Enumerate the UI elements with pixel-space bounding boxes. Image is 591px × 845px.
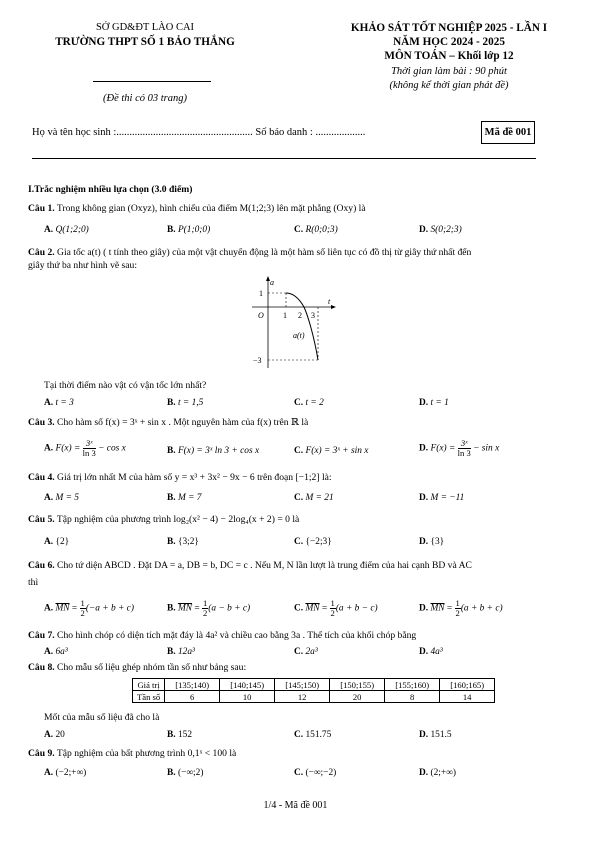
q8-option-a[interactable]: A. 20 bbox=[44, 730, 65, 740]
question-label: Câu 9. bbox=[28, 748, 55, 759]
question-text: Tập nghiệm của phương trình log₂(x² − 4) − 2log₄(x + 2) = 0 là bbox=[54, 514, 300, 525]
question-6 bbox=[28, 560, 472, 571]
header-divider bbox=[93, 81, 211, 82]
q7-option-a[interactable]: A. 6a³ bbox=[44, 647, 68, 657]
table-cell: 6 bbox=[165, 691, 220, 703]
q7-option-b[interactable]: B. 12a³ bbox=[167, 647, 195, 657]
question-text: Cho hình chóp có diện tích mặt đáy là 4a² và chiều cao bằng 3a . Thể tích của khối chóp bằng bbox=[54, 630, 417, 641]
question-text: Cho hàm số f(x) = 3ˣ + sin x . Một nguyên hàm của f(x) trên ℝ là bbox=[54, 417, 309, 428]
question-label: Câu 3. bbox=[28, 417, 55, 428]
school-name: TRƯỜNG THPT SỐ 1 BẢO THẮNG bbox=[55, 36, 235, 48]
q7-option-d[interactable]: D. 4a³ bbox=[419, 647, 443, 657]
q1-option-d[interactable]: D. S(0;2;3) bbox=[419, 225, 462, 235]
table-cell: 8 bbox=[385, 691, 440, 703]
q9-option-b[interactable]: B. (−∞;2) bbox=[167, 768, 204, 778]
question-1 bbox=[28, 203, 366, 214]
q4-option-a[interactable]: A. M = 5 bbox=[44, 493, 79, 503]
question-3 bbox=[28, 417, 308, 428]
table-cell: 12 bbox=[275, 691, 330, 703]
question-label: Câu 7. bbox=[28, 630, 55, 641]
subject-title: MÔN TOÁN – Khối lớp 12 bbox=[384, 50, 514, 62]
exam-code-box: Mã đề 001 bbox=[481, 121, 535, 144]
question-label: Câu 2. bbox=[28, 247, 55, 258]
table-cell: [135;140) bbox=[165, 679, 220, 691]
table-row bbox=[133, 691, 495, 703]
question-8-ask: Mốt của mẫu số liệu đã cho là bbox=[44, 712, 160, 723]
department-name: SỞ GD&ĐT LÀO CAI bbox=[95, 22, 195, 33]
question-label: Câu 6. bbox=[28, 560, 55, 571]
table-cell: [145;150) bbox=[275, 679, 330, 691]
q1-option-b[interactable]: B. P(1;0;0) bbox=[167, 225, 211, 235]
origin-label: O bbox=[258, 311, 264, 320]
tick-y-neg3: −3 bbox=[253, 356, 262, 365]
question-2 bbox=[28, 247, 471, 258]
table-row bbox=[133, 679, 495, 691]
q4-option-b[interactable]: B. M = 7 bbox=[167, 493, 202, 503]
q4-option-c[interactable]: C. M = 21 bbox=[294, 493, 334, 503]
acceleration-graph bbox=[248, 276, 338, 372]
question-text: Tập nghiệm của bất phương trình 0,1ˣ < 100 là bbox=[54, 748, 237, 759]
question-6-cont: thì bbox=[28, 577, 39, 588]
q6-option-d[interactable]: D. $\overline{MN}$ = $\frac{1}{2}$ (a + b + c) bbox=[419, 598, 503, 618]
table-cell: 14 bbox=[440, 691, 495, 703]
q3-option-a[interactable]: A. F(x) = $\frac{\text{3ˣ}}{\ln 3}$ − cos x bbox=[44, 438, 126, 458]
q6-option-c[interactable]: C. $\overline{MN}$ = $\frac{1}{2}$ (a + b − c) bbox=[294, 598, 378, 618]
q9-option-a[interactable]: A. (−2;+∞) bbox=[44, 768, 87, 778]
q9-option-c[interactable]: C. (−∞;−2) bbox=[294, 768, 337, 778]
question-label: Câu 1. bbox=[28, 203, 55, 214]
question-text: Trong không gian (Oxyz), hình chiếu của điểm M(1;2;3) lên mặt phẳng (Oxy) là bbox=[54, 203, 366, 214]
question-label: Câu 8. bbox=[28, 662, 55, 673]
question-text: Gia tốc a(t) ( t tính theo giây) của một vật chuyển động là một hàm số liên tục có đồ thị từ giây thứ nhất đến bbox=[54, 247, 472, 258]
table-head-cell: Giá trị bbox=[133, 679, 165, 691]
tick-t-2: 2 bbox=[298, 311, 302, 320]
q8-option-b[interactable]: B. 152 bbox=[167, 730, 193, 740]
q2-option-b[interactable]: B. t = 1,5 bbox=[167, 398, 204, 408]
school-year: NĂM HỌC 2024 - 2025 bbox=[393, 36, 505, 48]
q5-option-d[interactable]: D. {3} bbox=[419, 537, 445, 547]
q2-option-a[interactable]: A. t = 3 bbox=[44, 398, 74, 408]
tick-t-1: 1 bbox=[283, 311, 287, 320]
frequency-table bbox=[132, 678, 495, 703]
table-cell: 10 bbox=[220, 691, 275, 703]
question-4 bbox=[28, 472, 332, 483]
exam-title: KHẢO SÁT TỐT NGHIỆP 2025 - LẦN I bbox=[350, 22, 548, 34]
q3-option-b[interactable]: B. F(x) = 3ˣ ln 3 + cos x bbox=[167, 446, 260, 456]
pages-note: (Đề thi có 03 trang) bbox=[103, 93, 187, 104]
question-5 bbox=[28, 514, 299, 525]
table-cell: 20 bbox=[330, 691, 385, 703]
q2-option-c[interactable]: C. t = 2 bbox=[294, 398, 324, 408]
section-title: I.Trắc nghiệm nhiều lựa chọn (3.0 điểm) bbox=[28, 184, 193, 195]
question-text: Cho mẫu số liệu ghép nhóm tần số như bảng sau: bbox=[54, 662, 247, 673]
question-7 bbox=[28, 630, 416, 641]
question-9 bbox=[28, 748, 236, 759]
q6-option-a[interactable]: A. $\overline{MN}$ = $\frac{1}{2}$ (−a + b + c) bbox=[44, 598, 134, 618]
tick-y-1: 1 bbox=[259, 289, 263, 298]
table-head-cell: Tần số bbox=[133, 691, 165, 703]
table-cell: [150;155) bbox=[330, 679, 385, 691]
page-footer: 1/4 - Mã đề 001 bbox=[263, 800, 328, 811]
curve-label: a(t) bbox=[293, 331, 305, 340]
student-info-line: Họ và tên học sinh :.................................................... Số báo danh : ................... bbox=[32, 127, 366, 138]
table-cell: [155;160) bbox=[385, 679, 440, 691]
q4-option-d[interactable]: D. M = −11 bbox=[419, 493, 465, 503]
q2-option-d[interactable]: D. t = 1 bbox=[419, 398, 449, 408]
time-note: (không kể thời gian phát đề) bbox=[389, 80, 509, 91]
question-label: Câu 4. bbox=[28, 472, 55, 483]
question-8 bbox=[28, 662, 246, 673]
question-2-cont: giây thứ ba như hình vẽ sau: bbox=[28, 260, 137, 271]
q8-option-c[interactable]: C. 151.75 bbox=[294, 730, 332, 740]
student-info-divider bbox=[32, 158, 536, 159]
table-cell: [160;165) bbox=[440, 679, 495, 691]
q3-option-c[interactable]: C. F(x) = 3ˣ + sin x bbox=[294, 446, 369, 456]
q8-option-d[interactable]: D. 151.5 bbox=[419, 730, 452, 740]
tick-t-3: 3 bbox=[311, 311, 315, 320]
question-2-ask: Tại thời điểm nào vật có vận tốc lớn nhất? bbox=[44, 380, 207, 391]
q1-option-a[interactable]: A. Q(1;2;0) bbox=[44, 225, 89, 235]
table-cell: [140;145) bbox=[220, 679, 275, 691]
axis-t-label: t bbox=[328, 297, 331, 306]
q7-option-c[interactable]: C. 2a³ bbox=[294, 647, 318, 657]
question-label: Câu 5. bbox=[28, 514, 55, 525]
q5-option-c[interactable]: C. {−2;3} bbox=[294, 537, 332, 547]
question-text: Cho tứ diện ABCD . Đặt DA = a, DB = b, DC = c . Nếu M, N lần lượt là trung điểm của hai cạnh BD và AC bbox=[54, 560, 472, 571]
q9-option-d[interactable]: D. (2;+∞) bbox=[419, 768, 456, 778]
q5-option-b[interactable]: B. {3;2} bbox=[167, 537, 199, 547]
q3-option-d[interactable]: D. F(x) = $\frac{\text{3ˣ}}{\ln 3}$ − sin x bbox=[419, 438, 500, 458]
q1-option-c[interactable]: C. R(0;0;3) bbox=[294, 225, 338, 235]
question-text: Giá trị lớn nhất M của hàm số y = x³ + 3x² − 9x − 6 trên đoạn [−1;2] là: bbox=[54, 472, 332, 483]
axis-a-label: a bbox=[270, 278, 274, 287]
time-limit: Thời gian làm bài : 90 phút bbox=[391, 66, 507, 77]
q5-option-a[interactable]: A. {2} bbox=[44, 537, 70, 547]
q6-option-b[interactable]: B. $\overline{MN}$ = $\frac{1}{2}$ (a − b + c) bbox=[167, 598, 251, 618]
